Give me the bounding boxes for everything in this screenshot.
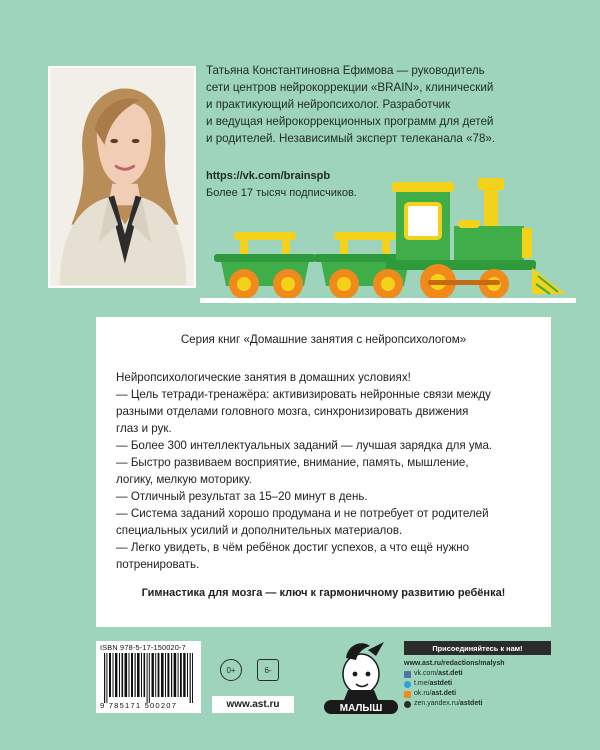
author-bio [206, 62, 556, 147]
description-panel [96, 317, 551, 627]
features-list [116, 369, 536, 573]
zen-prefix: zen.yandex.ru/ [414, 700, 460, 707]
join-banner: Присоединяйтесь к нам! [404, 641, 551, 655]
bio-line: и ведущая нейрокоррекционных программ для детей [206, 115, 494, 128]
social-links [404, 659, 551, 709]
age-rating-zero: 0+ [220, 659, 242, 681]
vk-handle: ast.deti [438, 670, 463, 677]
train-ground-line [200, 298, 576, 303]
ok-prefix: ok.ru/ [414, 690, 432, 697]
bio-line: и практикующий нейропсихолог. Разработчик [206, 98, 451, 111]
feature-line: — Легко увидеть, в чём ребёнок достиг успехов, а что ещё нужно [116, 541, 470, 554]
barcode-number: 9 785171 500207 [100, 701, 178, 710]
feature-line: — Отличный результат за 15–20 минут в день. [116, 490, 368, 503]
ok-handle: ast.deti [431, 690, 457, 697]
feature-line: потренировать. [116, 558, 200, 571]
social-link-zen[interactable] [404, 699, 551, 709]
social-link-telegram[interactable] [404, 679, 551, 689]
logo-text: МАЛЫШ [339, 703, 383, 714]
bio-line: сети центров нейрокоррекции «BRAIN», клинический [206, 81, 494, 94]
telegram-icon [404, 681, 411, 688]
vk-prefix: vk.com/ [414, 670, 439, 677]
barcode-bars [100, 653, 197, 703]
site-link-text: www.ast.ru/redactions/malysh [404, 660, 505, 667]
train-illustration [196, 168, 578, 304]
barcode-block [96, 641, 201, 713]
feature-line: — Более 300 интеллектуальных заданий — лучшая зарядка для ума. [116, 439, 493, 452]
bio-line: Татьяна Константиновна Ефимова — руководитель [206, 64, 485, 77]
isbn-text: ISBN 978-5-17-150020-7 [100, 643, 186, 652]
zen-handle: astdeti [459, 700, 483, 707]
series-title: Серия книг «Домашние занятия с нейропсихологом» [180, 333, 467, 346]
feature-line: специальных усилий и дополнительных материалов. [116, 524, 403, 537]
author-portrait-image [50, 68, 194, 286]
publisher-website[interactable]: www.ast.ru [212, 696, 294, 713]
telegram-handle: astdeti [429, 680, 453, 687]
feature-line: — Цель тетради-тренажёра: активизировать нейронные связи между [116, 388, 491, 401]
feature-line: Нейропсихологические занятия в домашних условиях! [116, 371, 411, 384]
social-link-ok[interactable] [404, 689, 551, 699]
slogan: Гимнастика для мозга — ключ к гармоничному развитию ребёнка! [141, 587, 506, 599]
feature-line: — Система заданий хорошо продумана и не потребует от родителей [116, 507, 489, 520]
telegram-prefix: t.me/ [414, 680, 430, 687]
author-photo [48, 66, 196, 288]
vk-icon [404, 671, 411, 678]
vk-link[interactable]: https://vk.com/brainspb [206, 170, 331, 182]
malysh-logo-icon [318, 638, 404, 718]
feature-line: — Быстро развиваем восприятие, внимание, память, мышление, [116, 456, 469, 469]
feature-line: разными отделами головного мозга, синхронизировать движения [116, 405, 469, 418]
age-rating-six: 6- [257, 659, 279, 681]
bio-line: и родителей. Независимый эксперт телеканала «78». [206, 132, 496, 145]
feature-line: логику, мелкую моторику. [116, 473, 252, 486]
subscribers-count: Более 17 тысяч подписчиков. [206, 187, 357, 199]
ok-icon [404, 691, 411, 698]
social-link-site[interactable] [404, 659, 551, 669]
feature-line: глаз и рук. [116, 422, 172, 435]
locomotive [386, 178, 566, 294]
zen-icon [404, 701, 411, 708]
social-link-vk[interactable] [404, 669, 551, 679]
social-block [404, 641, 551, 713]
